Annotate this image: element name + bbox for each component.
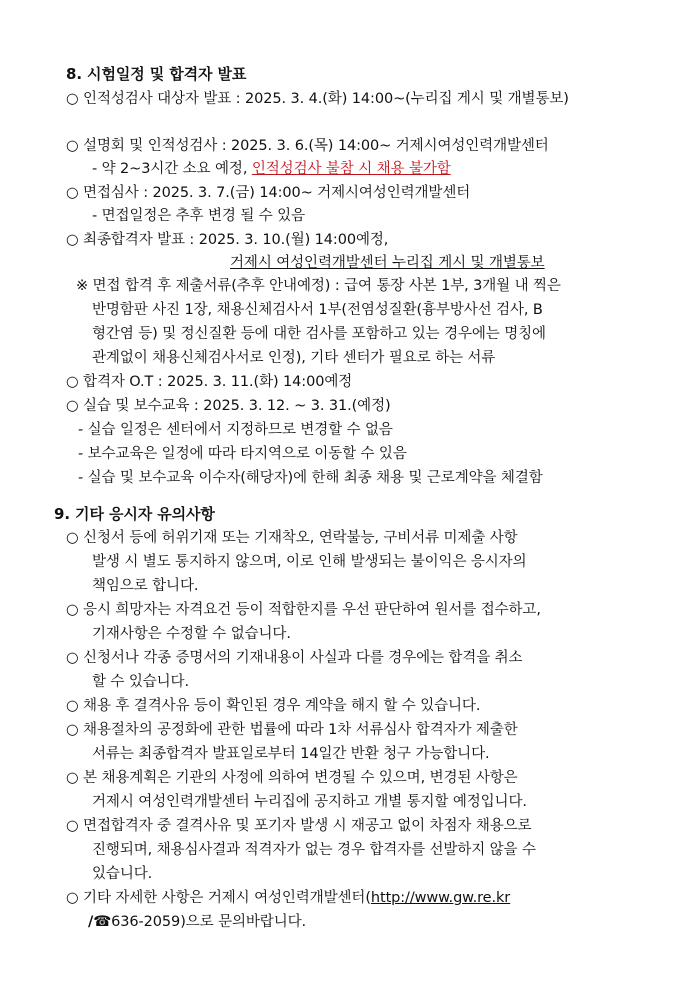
training-note-3: - 실습 및 보수교육 이수자(해당자)에 한해 최종 채용 및 근로계약을 체결함 bbox=[78, 470, 543, 486]
notice-g-line1: ○ 면접합격자 중 결격사유 및 포기자 발생 시 재공고 없이 차점자 채용으로 bbox=[66, 818, 532, 834]
final-result-notice: 거제시 여성인력개발센터 누리집 게시 및 개별통보 bbox=[230, 255, 545, 271]
notice-a-line1: ○ 신청서 등에 허위기재 또는 기재착오, 연락불능, 구비서류 미제출 사항 bbox=[66, 530, 518, 546]
training-note-2: - 보수교육은 일정에 따라 타지역으로 이동할 수 있음 bbox=[78, 446, 407, 462]
contact-closing: )으로 문의바랍니다. bbox=[180, 914, 307, 930]
interview-item: ○ 면접심사 : 2025. 3. 7.(금) 14:00~ 거제시여성인력개발센터 bbox=[66, 185, 471, 201]
documents-note-line2: 반명함판 사진 1장, 채용신체검사서 1부(전염성질환(흉부방사선 검사, B bbox=[92, 302, 543, 318]
notice-f-line1: ○ 본 채용계획은 기관의 사정에 의하여 변경될 수 있으며, 변경된 사항은 bbox=[66, 770, 518, 786]
final-result-item: ○ 최종합격자 발표 : 2025. 3. 10.(월) 14:00예정, bbox=[66, 232, 389, 248]
notice-g-line2: 진행되며, 채용심사결과 적격자가 없는 경우 합격자를 선발하지 않을 수 bbox=[92, 842, 536, 858]
website-link[interactable]: http://www.gw.re.kr bbox=[370, 890, 511, 906]
notice-g-line3: 있습니다. bbox=[92, 866, 153, 882]
notice-f-line2: 거제시 여성인력개발센터 누리집에 공지하고 개별 통지할 예정입니다. bbox=[92, 794, 527, 810]
notice-e-line2: 서류는 최종합격자 발표일로부터 14일간 반환 청구 가능합니다. bbox=[92, 746, 490, 762]
notice-c-line1: ○ 신청서나 각종 증명서의 기재내용이 사실과 다를 경우에는 합격을 취소 bbox=[66, 650, 523, 666]
phone-number: ☎636-2059 bbox=[93, 914, 181, 930]
notice-a-line3: 책임으로 합니다. bbox=[92, 578, 199, 594]
interview-note: - 면접일정은 추후 변경 될 수 있음 bbox=[92, 208, 305, 224]
section-8-title: 8. 시험일정 및 합격자 발표 bbox=[66, 65, 247, 83]
notice-b-line1: ○ 응시 희망자는 자격요건 등이 적합한지를 우선 판단하여 원서를 접수하고, bbox=[66, 602, 541, 618]
notice-h-line1 bbox=[66, 888, 510, 908]
notice-h-line2 bbox=[88, 912, 306, 932]
training-item: ○ 실습 및 보수교육 : 2025. 3. 12. ~ 3. 31.(예정) bbox=[66, 398, 391, 414]
briefing-note bbox=[92, 159, 451, 179]
notice-e-line1: ○ 채용절차의 공정화에 관한 법률에 따라 1차 서류심사 합격자가 제출한 bbox=[66, 722, 518, 738]
briefing-note-text: - 약 2~3시간 소요 예정, bbox=[92, 161, 252, 177]
training-note-1: - 실습 일정은 센터에서 지정하므로 변경할 수 없음 bbox=[78, 422, 393, 438]
notice-d-line1: ○ 채용 후 결격사유 등이 확인된 경우 계약을 해지 할 수 있습니다. bbox=[66, 698, 481, 714]
documents-note-line1: ※ 면접 합격 후 제출서류(추후 안내예정) : 급여 통장 사본 1부, 3개월 내 찍은 bbox=[76, 278, 561, 294]
section-9-title: 9. 기타 응시자 유의사항 bbox=[54, 505, 215, 523]
notice-a-line2: 발생 시 별도 통지하지 않으며, 이로 인해 발생되는 불이익은 응시자의 bbox=[92, 554, 527, 570]
slash-separator: / bbox=[88, 914, 94, 930]
aptitude-announcement-item: ○ 인적성검사 대상자 발표 : 2025. 3. 4.(화) 14:00~(누리집 게시 및 개별통보) bbox=[66, 91, 569, 107]
documents-note-line4: 관계없이 채용신체검사서로 인정), 기타 센터가 필요로 하는 서류 bbox=[92, 350, 496, 366]
notice-b-line2: 기재사항은 수정할 수 없습니다. bbox=[92, 626, 291, 642]
notice-c-line2: 할 수 있습니다. bbox=[92, 674, 189, 690]
briefing-item: ○ 설명회 및 인적성검사 : 2025. 3. 6.(목) 14:00~ 거제시여성인력개발센터 bbox=[66, 138, 549, 154]
documents-note-line3: 형간염 등) 및 정신질환 등에 대한 검사를 포함하고 있는 경우에는 명칭에 bbox=[92, 326, 546, 342]
orientation-item: ○ 합격자 O.T : 2025. 3. 11.(화) 14:00예정 bbox=[66, 374, 353, 390]
contact-text: ○ 기타 자세한 사항은 거제시 여성인력개발센터( bbox=[66, 890, 371, 906]
absence-warning: 인적성검사 불참 시 채용 불가함 bbox=[251, 161, 451, 177]
